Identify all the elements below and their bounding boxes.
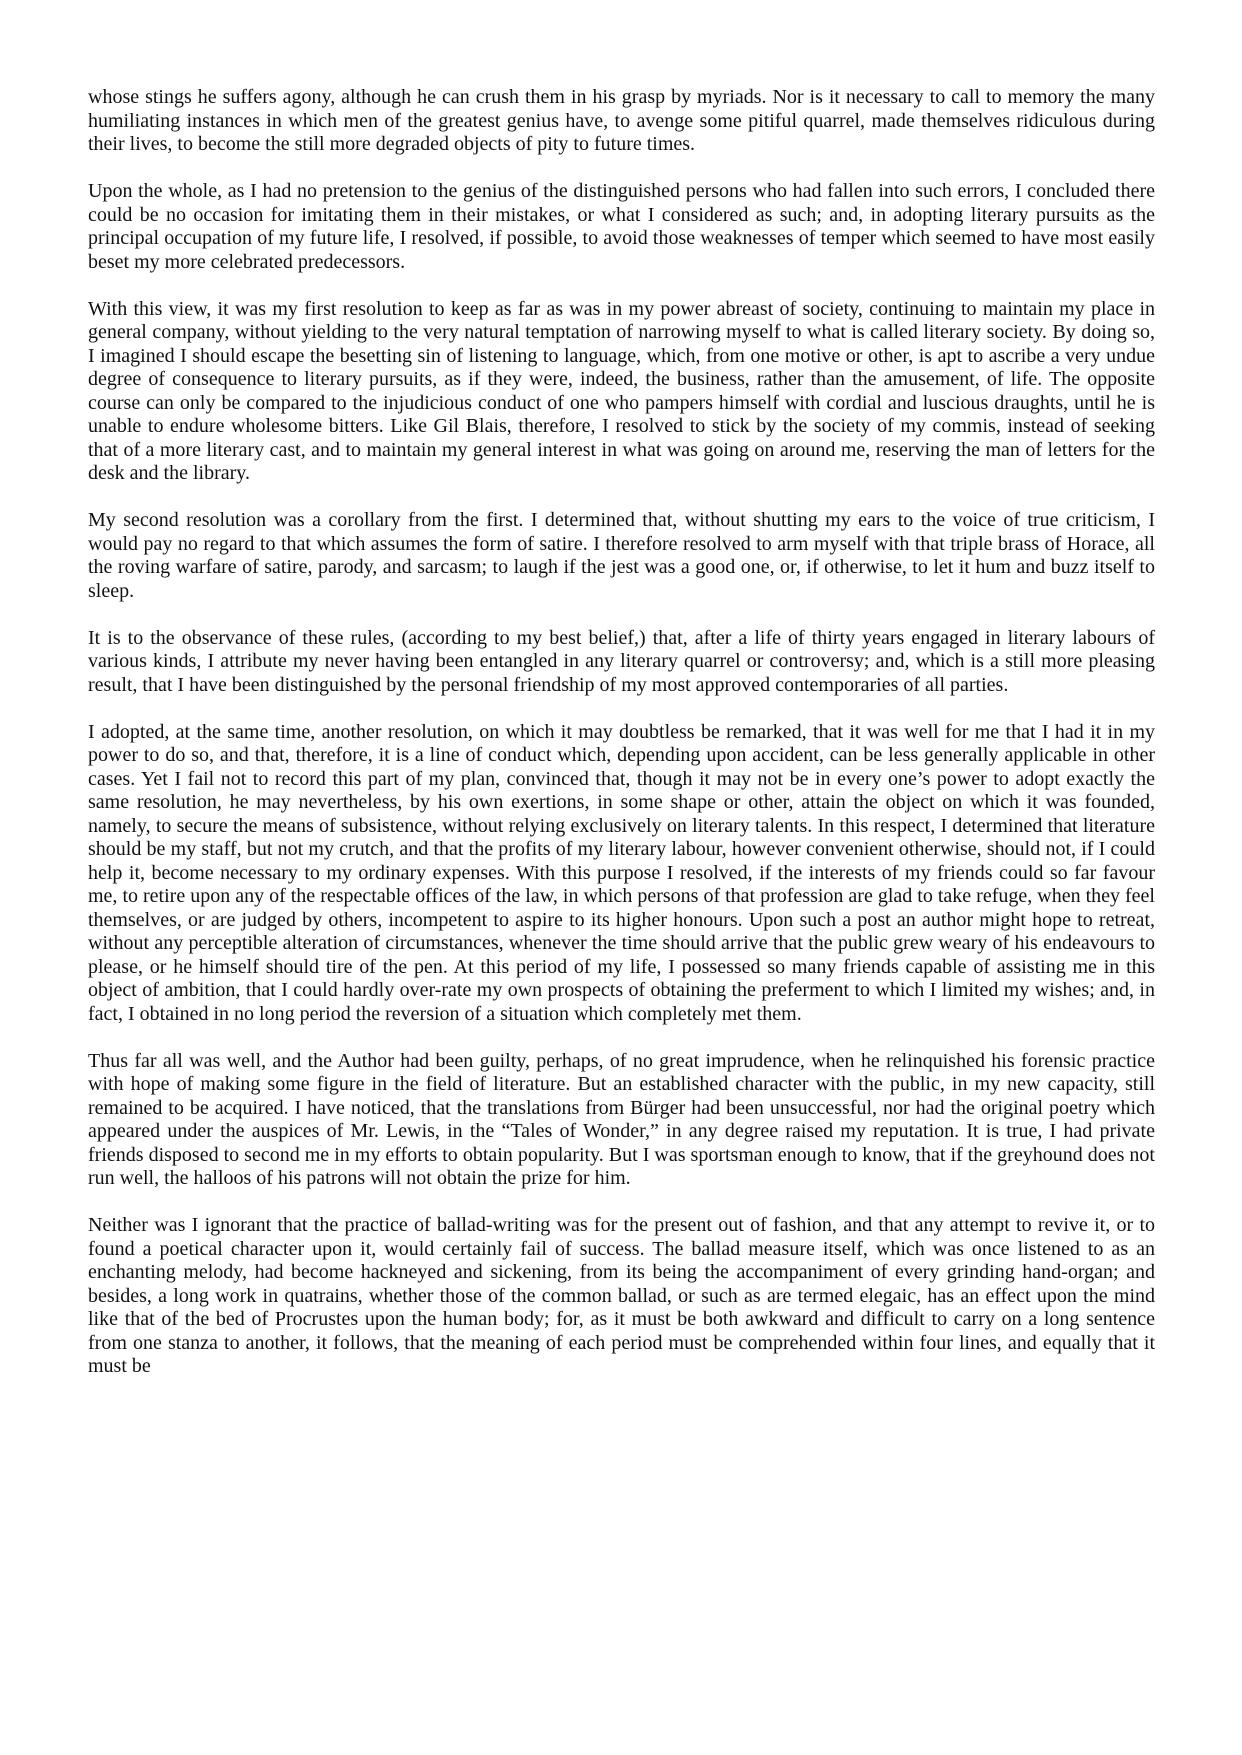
document-page xyxy=(88,86,1155,1402)
paragraph: whose stings he suffers agony, although he can crush them in his grasp by myriads. Nor is it necessary to call to memory the many humiliating instances in which men of the greatest genius have, to avenge some pitiful quarrel, made themselves ridiculous during their lives, to become the still more degraded objects of pity to future times. xyxy=(88,86,1155,155)
paragraph: With this view, it was my first resolution to keep as far as was in my power abreast of society, continuing to maintain my place in general company, without yielding to the very natural temptation of narrowing myself to what is called literary society. By doing so, I imagined I should escape the besetting sin of listening to language, which, from one motive or other, is apt to ascribe a very undue degree of consequence to literary pursuits, as if they were, indeed, the business, rather than the amusement, of life. The opposite course can only be compared to the injudicious conduct of one who pampers himself with cordial and luscious draughts, until he is unable to endure wholesome bitters. Like Gil Blais, therefore, I resolved to stick by the society of my commis, instead of seeking that of a more literary cast, and to maintain my general interest in what was going on around me, reserving the man of letters for the desk and the library. xyxy=(88,297,1155,484)
paragraph: My second resolution was a corollary from the first. I determined that, without shutting my ears to the voice of true criticism, I would pay no regard to that which assumes the form of satire. I therefore resolved to arm myself with that triple brass of Horace, all the roving warfare of satire, parody, and sarcasm; to laugh if the jest was a good one, or, if otherwise, to let it hum and buzz itself to sleep. xyxy=(88,509,1155,602)
paragraph: Upon the whole, as I had no pretension to the genius of the distinguished persons who had fallen into such errors, I concluded there could be no occasion for imitating them in their mistakes, or what I considered as such; and, in adopting literary pursuits as the principal occupation of my future life, I resolved, if possible, to avoid those weaknesses of temper which seemed to have most easily beset my more celebrated predecessors. xyxy=(88,180,1155,273)
paragraph: Neither was I ignorant that the practice of ballad-writing was for the present out of fashion, and that any attempt to revive it, or to found a poetical character upon it, would certainly fail of success. The ballad measure itself, which was once listened to as an enchanting melody, had become hackneyed and sickening, from its being the accompaniment of every grinding hand-organ; and besides, a long work in quatrains, whether those of the common ballad, or such as are termed elegaic, has an effect upon the mind like that of the bed of Procrustes upon the human body; for, as it must be both awkward and difficult to carry on a long sentence from one stanza to another, it follows, that the meaning of each period must be comprehended within four lines, and equally that it must be xyxy=(88,1214,1155,1377)
paragraph: It is to the observance of these rules, (according to my best belief,) that, after a life of thirty years engaged in literary labours of various kinds, I attribute my never having been entangled in any literary quarrel or controversy; and, which is a still more pleasing result, that I have been distinguished by the personal friendship of my most approved contemporaries of all parties. xyxy=(88,626,1155,696)
paragraph: Thus far all was well, and the Author had been guilty, perhaps, of no great imprudence, when he relinquished his forensic practice with hope of making some figure in the field of literature. But an established character with the public, in my new capacity, still remained to be acquired. I have noticed, that the translations from Bürger had been unsuccessful, nor had the original poetry which appeared under the auspices of Mr. Lewis, in the “Tales of Wonder,” in any degree raised my reputation. It is true, I had private friends disposed to second me in my efforts to obtain popularity. But I was sportsman enough to know, that if the greyhound does not run well, the halloos of his patrons will not obtain the prize for him. xyxy=(88,1049,1155,1189)
paragraph: I adopted, at the same time, another resolution, on which it may doubtless be remarked, that it was well for me that I had it in my power to do so, and that, therefore, it is a line of conduct which, depending upon accident, can be less generally applicable in other cases. Yet I fail not to record this part of my plan, convinced that, though it may not be in every one’s power to adopt exactly the same resolution, he may nevertheless, by his own exertions, in some shape or other, attain the object on which it was founded, namely, to secure the means of subsistence, without relying exclusively on literary talents. In this respect, I determined that literature should be my staff, but not my crutch, and that the profits of my literary labour, however convenient otherwise, should not, if I could help it, become necessary to my ordinary expenses. With this purpose I resolved, if the interests of my friends could so far favour me, to retire upon any of the respectable offices of the law, in which persons of that profession are glad to take refuge, when they feel themselves, or are judged by others, incompetent to aspire to its higher honours. Upon such a post an author might hope to retreat, without any perceptible alteration of circumstances, whenever the time should arrive that the public grew weary of his endeavours to please, or he himself should tire of the pen. At this period of my life, I possessed so many friends capable of assisting me in this object of ambition, that I could hardly over-rate my own prospects of obtaining the preferment to which I limited my wishes; and, in fact, I obtained in no long period the reversion of a situation which completely met them. xyxy=(88,720,1155,1025)
